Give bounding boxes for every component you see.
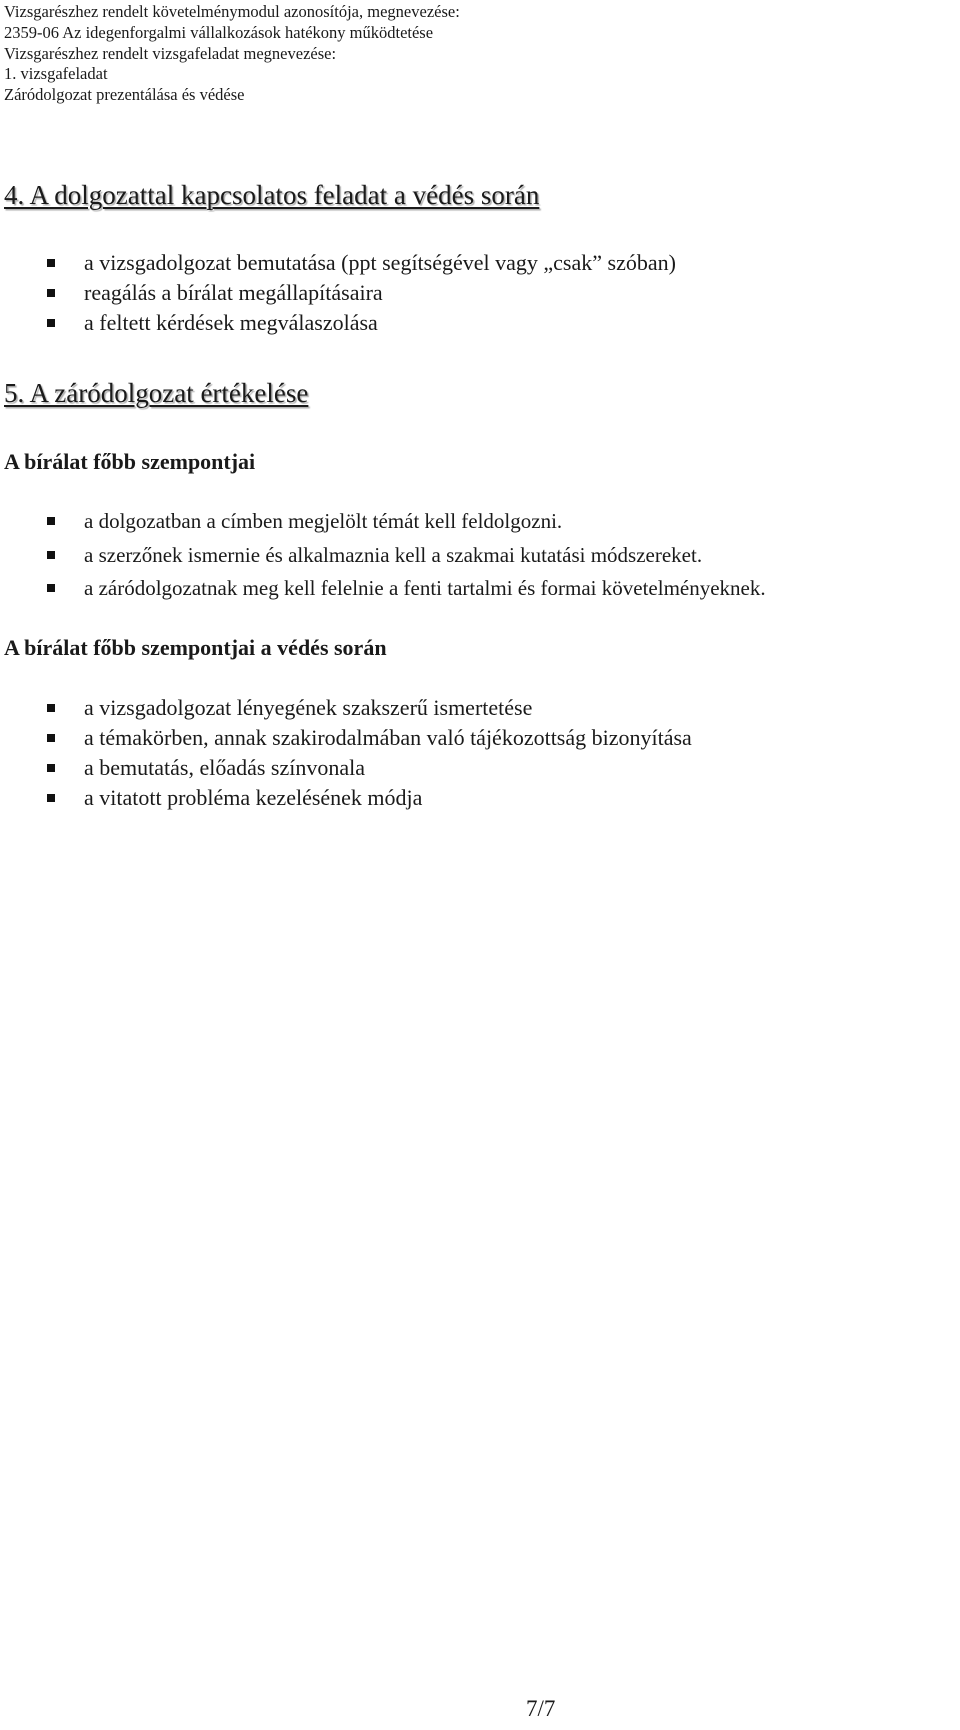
list-item-text: a záródolgozatnak meg kell felelnie a fenti tartalmi és formai követelményeknek. [84,576,766,600]
list-item [0,753,692,783]
defense-criteria-heading: A bírálat főbb szempontjai a védés során [4,635,387,660]
bullet-square-icon [47,517,55,525]
list-item [0,539,766,573]
bullet-square-icon [47,584,55,592]
section-4-list [0,248,676,338]
list-item [0,278,676,308]
header-line-task-name: Záródolgozat prezentálása és védése [4,85,245,105]
header-line-module-name: 2359-06 Az idegenforgalmi vállalkozások hatékony működtetése [4,22,434,42]
bullet-square-icon [47,319,55,327]
header-line-module-label: Vizsgarészhez rendelt követelménymodul azonosítója, megnevezése: [4,2,460,21]
list-item [0,308,676,338]
section-4-heading: 4. A dolgozattal kapcsolatos feladat a védés során [4,180,540,210]
list-item-text: a dolgozatban a címben megjelölt témát kell feldolgozni. [84,509,563,533]
list-item-text: a feltett kérdések megválaszolása [84,310,378,335]
list-item-text: a témakörben, annak szakirodalmában való tájékozottság bizonyítása [84,725,692,750]
list-item [0,693,692,723]
list-item-text: a szerzőnek ismernie és alkalmaznia kell a szakmai kutatási módszereket. [84,542,703,567]
page-number: 7/7 [526,1696,556,1721]
bullet-square-icon [47,289,55,297]
list-item [0,505,766,539]
list-item [0,248,676,278]
bullet-square-icon [47,704,55,712]
header-line-task-number: 1. vizsgafeladat [4,64,108,84]
list-item [0,783,692,813]
bullet-square-icon [47,259,55,267]
bullet-square-icon [47,734,55,742]
document-header [4,2,460,106]
header-line-task-label: Vizsgarészhez rendelt vizsgafeladat megnevezése: [4,43,337,63]
review-criteria-heading: A bírálat főbb szempontjai [4,449,256,474]
bullet-square-icon [47,551,55,559]
bullet-square-icon [47,764,55,772]
list-item-text: a vizsgadolgozat lényegének szakszerű ismertetése [84,695,533,720]
list-item-text: reagálás a bírálat megállapításaira [84,280,383,305]
section-5-heading: 5. A záródolgozat értékelése [4,378,309,408]
defense-criteria-list [0,693,692,813]
review-criteria-list [0,505,766,606]
list-item [0,572,766,606]
list-item-text: a vizsgadolgozat bemutatása (ppt segítségével vagy „csak” szóban) [84,250,676,275]
list-item-text: a bemutatás, előadás színvonala [84,755,366,780]
list-item-text: a vitatott probléma kezelésének módja [84,785,423,810]
bullet-square-icon [47,794,55,802]
list-item [0,723,692,753]
